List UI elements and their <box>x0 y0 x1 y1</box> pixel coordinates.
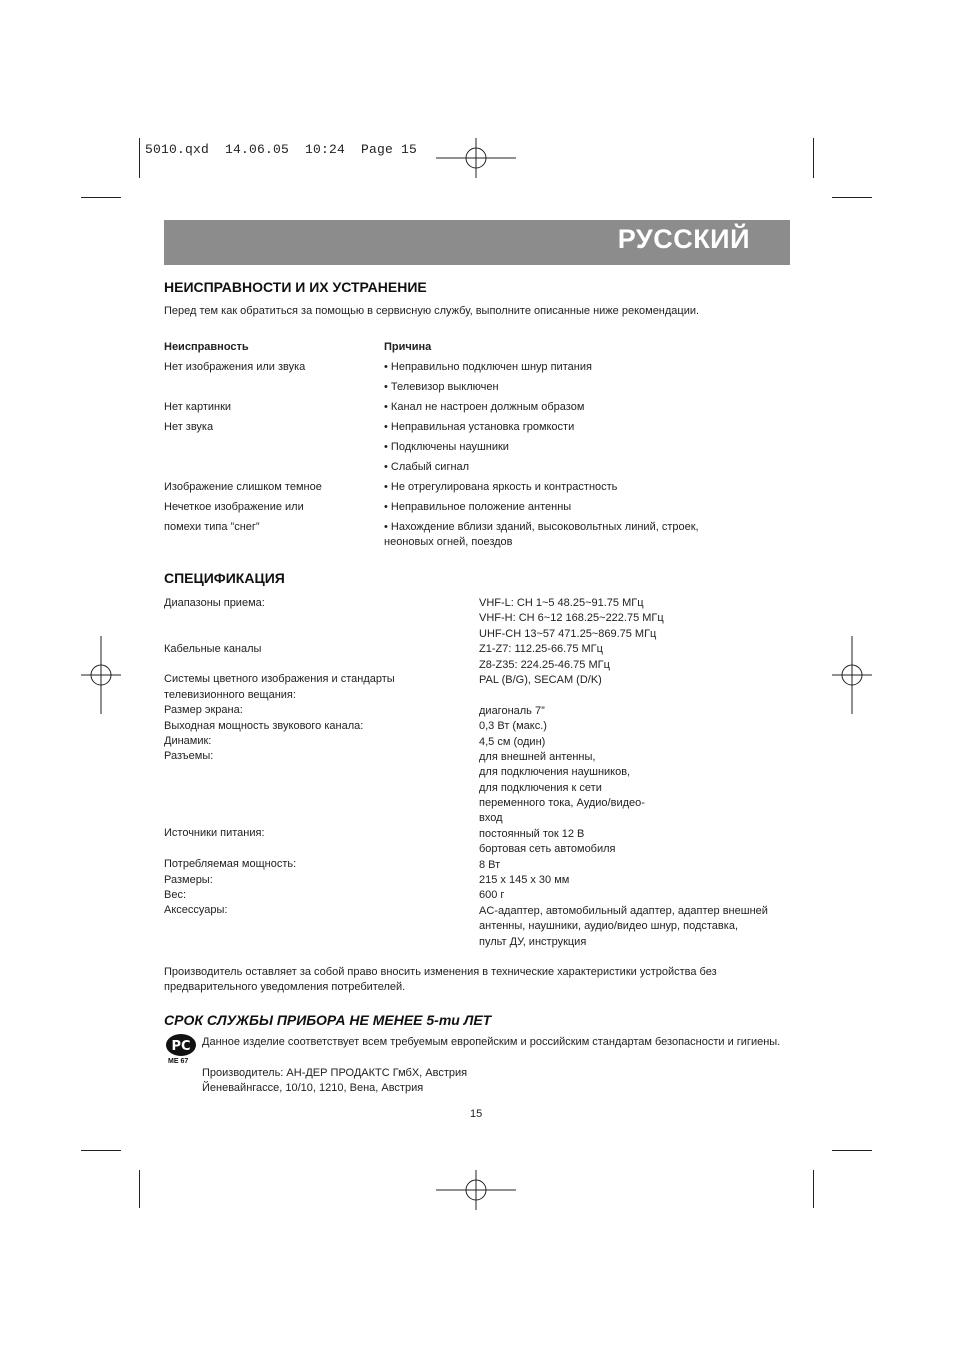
cause-item: • Не отрегулирована яркость и контрастность <box>384 480 617 496</box>
spec-label: Вес: <box>164 889 187 901</box>
spec-value: вход <box>479 812 503 825</box>
cause-item: • Неправильная установка громкости <box>384 420 574 436</box>
spec-value: 0,3 Вт (макс.) <box>479 720 547 733</box>
problem-item: помехи типа ”снег” <box>164 521 260 533</box>
spec-value: для подключения наушников, <box>479 766 631 779</box>
registration-mark-icon <box>436 1170 516 1210</box>
certification-logo <box>164 1032 198 1073</box>
cause-item: • Неправильное положение антенны <box>384 500 571 516</box>
spec-value: переменного тока, Аудио/видео- <box>479 797 645 810</box>
troubleshooting-heading: НЕИСПРАВНОСТИ И ИХ УСТРАНЕНИЕ <box>164 279 427 295</box>
column-header-cause: Причина <box>384 341 432 353</box>
cause-item: • Нахождение вблизи зданий, высоковольтных линий, строек, <box>384 520 699 536</box>
spec-heading: СПЕЦИФИКАЦИЯ <box>164 570 285 586</box>
language-banner <box>164 220 790 265</box>
cause-item: • Слабый сигнал <box>384 460 469 476</box>
svg-text:PC: PC <box>171 1039 191 1054</box>
cause-item: • Подключены наушники <box>384 440 509 456</box>
manufacturer-line: Производитель: АН-ДЕР ПРОДАКТС ГмбХ, Австрия <box>202 1067 468 1079</box>
file-slug: 5010.qxd 14.06.05 10:24 Page 15 <box>145 142 418 157</box>
banner-title: РУССКИЙ <box>617 224 750 254</box>
spec-value: 215 х 145 х 30 мм <box>479 874 570 887</box>
service-life-heading: СРОК СЛУЖБЫ ПРИБОРА НЕ МЕНЕЕ 5-ти ЛЕТ <box>164 1012 492 1028</box>
spec-value: VHF-H: CH 6~12 168.25~222.75 МГц <box>479 612 664 625</box>
column-header-problem: Неисправность <box>164 341 249 353</box>
problem-item: Нет звука <box>164 421 214 433</box>
spec-label: Источники питания: <box>164 827 265 839</box>
spec-label: Кабельные каналы <box>164 643 262 655</box>
spec-label: Динамик: <box>164 735 212 747</box>
crop-mark <box>813 138 814 178</box>
disclaimer-line: Производитель оставляет за собой право вносить изменения в технические характеристики устройства без <box>164 966 717 978</box>
logo-code: ME 67 <box>168 1058 189 1065</box>
crop-mark <box>81 1150 121 1151</box>
crop-mark <box>813 1170 814 1208</box>
spec-value: 4,5 см (один) <box>479 735 546 748</box>
registration-mark-icon <box>436 138 516 178</box>
spec-value: Z8-Z35: 224.25-46.75 МГц <box>479 658 610 671</box>
crop-mark <box>832 197 872 198</box>
spec-label: Диапазоны приема: <box>164 597 265 609</box>
problem-item: Нет картинки <box>164 401 232 413</box>
crop-mark <box>832 1150 872 1151</box>
spec-value: антенны, наушники, аудио/видео шнур, подставка, <box>479 920 738 933</box>
compliance-text: Данное изделие соответствует всем требуемым европейским и российским стандартам безопасности и гигиены. <box>202 1036 781 1048</box>
crop-mark <box>139 138 140 178</box>
registration-mark-icon <box>81 636 121 714</box>
cause-item: • Неправильно подключен шнур питания <box>384 360 592 376</box>
spec-values <box>479 596 768 950</box>
problem-item: Изображение слишком темное <box>164 481 322 493</box>
spec-value: постоянный ток 12 В <box>479 827 585 840</box>
problem-item: Нечеткое изображение или <box>164 501 304 513</box>
spec-label: Системы цветного изображения и стандарты <box>164 673 395 685</box>
spec-label: телевизионного вещания: <box>164 689 296 701</box>
spec-value: пульт ДУ, инструкция <box>479 935 587 948</box>
spec-value: для внешней антенны, <box>479 750 596 763</box>
registration-mark-icon <box>832 636 872 714</box>
spec-label: Аксессуары: <box>164 904 228 916</box>
spec-value: UHF-CH 13~57 471.25~869.75 МГц <box>479 627 657 640</box>
spec-value: для подключения к сети <box>479 781 602 794</box>
spec-value: 8 Вт <box>479 858 501 871</box>
spec-value: AC-адаптер, автомобильный адаптер, адаптер внешней <box>479 904 768 917</box>
spec-value: Z1-Z7: 112.25-66.75 МГц <box>479 643 603 656</box>
cause-item: • Телевизор выключен <box>384 380 499 396</box>
disclaimer-line: предварительного уведомления потребителей. <box>164 981 406 993</box>
page-number: 15 <box>470 1108 483 1120</box>
crop-mark <box>139 1170 140 1208</box>
cause-continuation: неоновых огней, поездов <box>384 536 513 548</box>
spec-value: VHF-L: CH 1~5 48.25~91.75 МГц <box>479 597 644 609</box>
spec-label: Размеры: <box>164 874 213 886</box>
spec-label: Размер экрана: <box>164 704 243 716</box>
troubleshooting-intro: Перед тем как обратиться за помощью в сервисную службу, выполните описанные ниже рекомендации. <box>164 305 700 317</box>
spec-label: Выходная мощность звукового канала: <box>164 720 364 732</box>
spec-value: бортовая сеть автомобиля <box>479 843 616 856</box>
spec-value: диагональ 7” <box>479 704 545 717</box>
cause-item: • Канал не настроен должным образом <box>384 400 584 416</box>
spec-value: PAL (B/G), SECAM (D/K) <box>479 673 602 686</box>
problem-item: Нет изображения или звука <box>164 361 306 373</box>
spec-label: Разъемы: <box>164 750 214 762</box>
spec-value: 600 г <box>479 889 505 902</box>
spec-label: Потребляемая мощность: <box>164 858 297 870</box>
manufacturer-line: Йеневайнгассе, 10/10, 1210, Вена, Австрия <box>202 1082 424 1094</box>
crop-mark <box>81 197 121 198</box>
